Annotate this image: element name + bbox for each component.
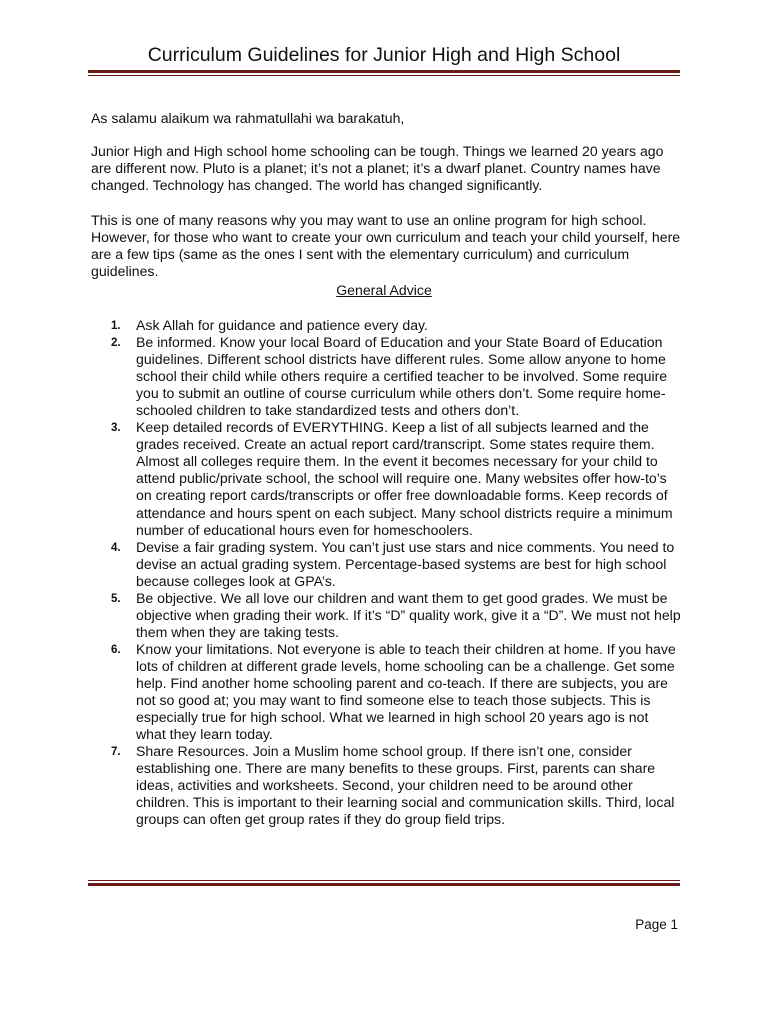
section-heading: General Advice xyxy=(336,282,432,298)
advice-text: Ask Allah for guidance and patience every day. xyxy=(136,317,428,333)
advice-text: Keep detailed records of EVERYTHING. Keep a list of all subjects learned and the grades received. Create an actual report card/transcript. Some states require them. Almost all colleges require them. In the event it becomes necessary for your child to attend public/private school, the school will require one. Many websites offer how-to’s on creating report cards/transcripts or offer free downloadable forms. Keep records of attendance and hours spent on each subject. Many school districts require a minimum number of educational hours even for homeschoolers. xyxy=(136,419,673,538)
advice-number: 2. xyxy=(111,337,121,350)
intro-paragraph xyxy=(91,143,681,194)
paragraph-text: Junior High and High school home schooling can be tough. Things we learned 20 years ago are different now. Pluto is a planet; it’s not a planet; it’s a dwarf planet. Country names have changed. Technology has changed. The world has changed significantly. xyxy=(91,143,664,193)
paragraph-text: This is one of many reasons why you may want to use an online program for high school. However, for those who want to create your own curriculum and teach your child yourself, here are a few tips (same as the ones I sent with the elementary curriculum) and curriculum guidelines. xyxy=(91,212,681,279)
advice-list xyxy=(111,317,682,828)
advice-item xyxy=(111,589,682,641)
header-rule-thin xyxy=(88,75,680,76)
advice-item xyxy=(111,334,682,419)
advice-text: Know your limitations. Not everyone is able to teach their children at home. If you have lots of children at different grade levels, home schooling can be a challenge. Get some help. Find another home schooling parent and co-teach. If there are subjects, you are not so good at; you may want to find someone else to teach those subjects. This is especially true for high school. What we learned in high school 20 years ago is not what they learn today. xyxy=(136,640,676,743)
header-rule-thick xyxy=(88,70,680,73)
advice-text: Devise a fair grading system. You can’t just use stars and nice comments. You need to devise an actual grading system. Percentage-based systems are best for high school because colleges look at GPA’s. xyxy=(136,538,675,589)
footer-rule-thick xyxy=(88,883,680,886)
advice-number: 7. xyxy=(111,746,121,759)
advice-item xyxy=(111,538,682,590)
footer-rule xyxy=(88,880,680,886)
footer-rule-thin xyxy=(88,880,680,881)
page-number: Page 1 xyxy=(635,917,678,932)
greeting: As salamu alaikum wa rahmatullahi wa barakatuh, xyxy=(91,110,405,126)
advice-item xyxy=(111,743,682,828)
advice-number: 4. xyxy=(111,541,121,554)
document-title: Curriculum Guidelines for Junior High and High School xyxy=(147,44,621,66)
advice-item xyxy=(111,317,682,334)
advice-item xyxy=(111,419,682,538)
advice-text: Share Resources. Join a Muslim home school group. If there isn’t one, consider establishing one. There are many benefits to these groups. First, parents can share ideas, activities and worksheets. Second, your children need to be around other children. This is important to their learning social and communication skills. Third, local groups can often get group rates if they do group field trips. xyxy=(136,743,675,828)
advice-number: 1. xyxy=(111,320,121,332)
advice-number: 3. xyxy=(111,422,121,435)
advice-text: Be objective. We all love our children and want them to get good grades. We must be objective when grading their work. If it’s “D” quality work, give it a “D”. We must not help them when they are taking tests. xyxy=(136,589,681,640)
header-rule xyxy=(88,70,680,76)
reasons-paragraph xyxy=(91,212,681,280)
advice-text: Be informed. Know your local Board of Education and your State Board of Education guidelines. Different school districts have different rules. Some allow anyone to home school their child while others require a certified teacher to be involved. Some require you to submit an outline of course curriculum while others don’t. Some require home-schooled children to take standardized tests and others don’t. xyxy=(136,334,668,419)
advice-item xyxy=(111,640,682,743)
advice-number: 6. xyxy=(111,643,121,656)
advice-number: 5. xyxy=(111,592,121,605)
